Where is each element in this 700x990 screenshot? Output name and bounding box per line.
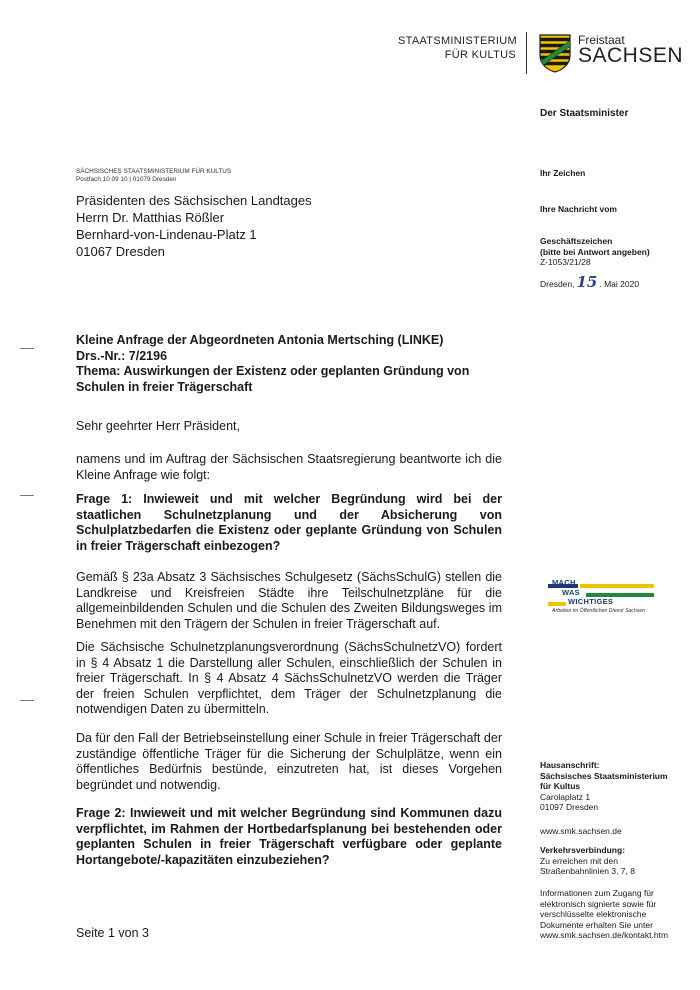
sender-address — [76, 168, 231, 184]
date-prefix: Dresden, — [540, 279, 575, 289]
subject-line-1: Kleine Anfrage der Abgeordneten Antonia Mertsching (LINKE) — [76, 333, 444, 347]
page-number: Seite 1 von 3 — [76, 926, 149, 940]
logo-mach: MACH — [552, 578, 576, 587]
logo-was: WAS — [562, 588, 580, 597]
subject-line-2: Drs.-Nr.: 7/2196 — [76, 348, 168, 363]
info-line-4: Dokumente erhalten Sie unter — [540, 919, 653, 930]
logo-bar — [580, 584, 654, 588]
verkehr-block — [540, 845, 635, 877]
logo-wichtiges: WICHTIGES — [568, 597, 614, 606]
verkehr-line-2: Straßenbahnlinien 3, 7, 8 — [540, 866, 635, 876]
hausanschrift-label: Hausanschrift: — [540, 760, 600, 770]
geschaeftszeichen-label: Geschäftszeichen — [540, 236, 613, 246]
salutation: Sehr geehrter Herr Präsident, — [76, 419, 240, 433]
sender-line-1: SÄCHSISCHES STAATSMINISTERIUM FÜR KULTUS — [76, 168, 232, 175]
intro-paragraph: namens und im Auftrag der Sächsischen Staatsregierung beantworte ich die Kleine Anfrage wie folgt: — [76, 452, 502, 482]
hausanschrift-org-2: für Kultus — [540, 781, 581, 791]
geschaeftszeichen-hint: (bitte bei Antwort angeben) — [540, 246, 650, 257]
ministry-line-1: STAATSMINISTERIUM — [398, 35, 517, 47]
freistaat-label: Freistaat — [578, 33, 625, 47]
recipient-line-3: Bernhard-von-Lindenau-Platz 1 — [76, 227, 257, 242]
info-block — [540, 888, 668, 941]
fold-mark — [20, 495, 34, 496]
question-1: Frage 1: Inwieweit und mit welcher Begründung wird bei der staatlichen Schulnetzplanung und der Absicherung von Schulplatzbedarfen die Existenz oder geplante Gründung von Schulen in freier Trägerschaft einbezogen? — [76, 492, 502, 553]
subject-line-3: Thema: Auswirkungen der Existenz oder geplanten Gründung von Schulen in freier Trägerschaft — [76, 364, 470, 394]
mach-was-wichtiges-logo — [548, 580, 658, 616]
header-divider — [526, 32, 527, 74]
recipient-line-1: Präsidenten des Sächsischen Landtages — [76, 193, 312, 208]
date-line — [540, 273, 640, 291]
hausanschrift-street: Carolaplatz 1 — [540, 791, 591, 802]
recipient-line-2: Herrn Dr. Matthias Rößler — [76, 210, 225, 225]
ministry-line-2: FÜR KULTUS — [444, 49, 516, 61]
hausanschrift-org: Sächsisches Staatsministerium — [540, 770, 668, 781]
subject-block — [76, 333, 476, 395]
question-2: Frage 2: Inwieweit und mit welcher Begründung sind Kommunen dazu verpflichtet, im Rahmen der Hortbedarfsplanung bei bestehenden oder geplanten Schulen in freier Trägerschaft verfügbare oder geplante Hortangebote/-kapazitäten einzubeziehen? — [76, 806, 502, 867]
logo-subline: Arbeiten im Öffentlichen Dienst Sachsen — [552, 608, 646, 614]
website-link[interactable]: www.smk.sachsen.de — [540, 826, 622, 836]
hausanschrift-city: 01097 Dresden — [540, 802, 599, 812]
info-line-2: elektronisch signierte sowie für — [540, 898, 657, 909]
verkehr-line-1: Zu erreichen mit den — [540, 855, 618, 866]
minister-title: Der Staatsminister — [540, 108, 629, 119]
verkehr-label: Verkehrsverbindung: — [540, 845, 626, 855]
ministry-name — [398, 34, 516, 62]
logo-bar — [548, 602, 566, 606]
contact-link[interactable]: www.smk.sachsen.de/kontakt.htm — [540, 930, 669, 940]
answer-paragraph-2: Die Sächsische Schulnetzplanungsverordnung (SächsSchulnetzVO) fordert in § 4 Absatz 1 die Darstellung aller Schulen, einschließlich der Schulen in freier Trägerschaft. In § 4 Absatz 4 SächsSchulnetzVO werden die Träger der freien Schulen verpflichtet, dem Träger der Schulnetzplanung die notwendigen Daten zu übermitteln. — [76, 640, 502, 716]
recipient-address — [76, 192, 312, 260]
answer-paragraph-3: Da für den Fall der Betriebseinstellung einer Schule in freier Trägerschaft der zuständige öffentliche Träger für die Sicherung der Schulplätze, wenn ein öffentliches Bedürfnis bestünde, einzutreten hat, ist dieses Vorgehen begründet und notwendig. — [76, 731, 502, 792]
fold-mark — [20, 348, 34, 349]
info-line-1: Informationen zum Zugang für — [540, 888, 654, 898]
geschaeftszeichen-value: Z-1053/21/28 — [540, 257, 591, 267]
sachsen-label: SACHSEN — [578, 44, 684, 67]
ihr-zeichen-label: Ihr Zeichen — [540, 168, 586, 178]
info-line-3: verschlüsselte elektronische — [540, 909, 647, 919]
sender-line-2: Postfach 10 09 10 | 01079 Dresden — [76, 176, 177, 183]
geschaeftszeichen-block — [540, 236, 650, 268]
hausanschrift-block — [540, 760, 668, 813]
handwritten-day: 15 — [576, 273, 598, 291]
fold-mark — [20, 700, 34, 701]
ihre-nachricht-label: Ihre Nachricht vom — [540, 204, 617, 214]
saxony-crest-icon — [538, 33, 572, 73]
date-suffix: . Mai 2020 — [599, 279, 640, 289]
recipient-line-4: 01067 Dresden — [76, 244, 165, 259]
answer-paragraph-1: Gemäß § 23a Absatz 3 Sächsisches Schulgesetz (SächsSchulG) stellen die Landkreise und Kreisfreien Städte ihre Teilschulnetzpläne für die allgemeinbildenden Schulen und die Schulen des Zweiten Bildungsweges im Benehmen mit den Trägern der Schulen in freier Trägerschaft auf. — [76, 570, 502, 631]
